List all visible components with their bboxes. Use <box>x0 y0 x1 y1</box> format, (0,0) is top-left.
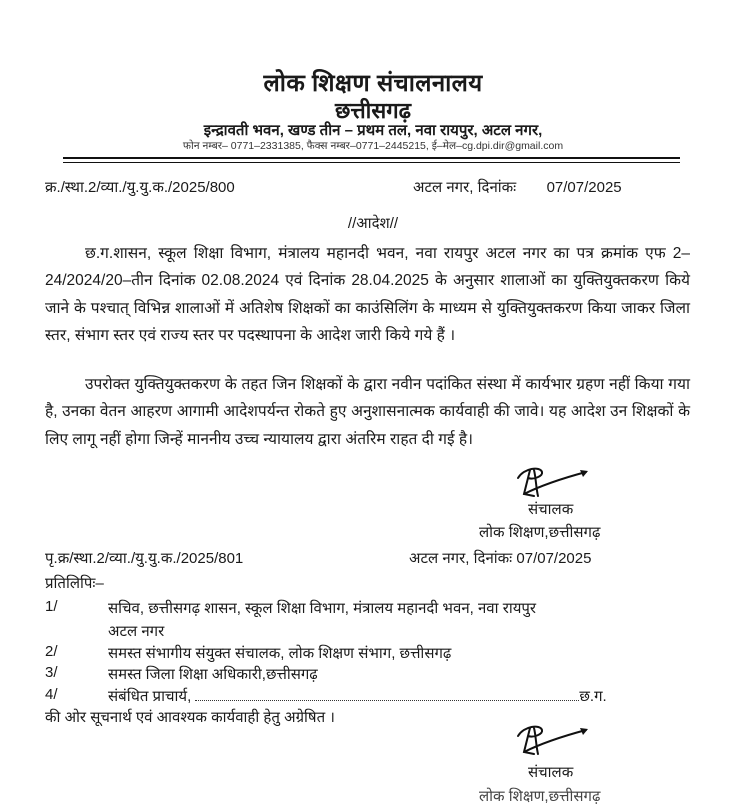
order-paragraph: छ.ग.शासन, स्कूल शिक्षा विभाग, मंत्रालय महानदी भवन, नवा रायपुर अटल नगर का पत्र क्रमांक एफ 2–24/2024/20–तीन दिनांक 02.08.2024 एवं दिनांक 28.04.2025 के अनुसार शालाओं का युक्तियुक्तकरण किये जाने के पश्चात् विभिन्न शालाओं में अतिशेष शिक्षकों का काउंसिलिंग के माध्यम से युक्तियुक्तकरण किया जाकर जिला स्तर, संभाग स्तर एवं राज्य स्तर पर पदस्थापना के आदेश जारी किये गये हैं । <box>45 245 690 344</box>
order-title: //आदेश// <box>347 215 399 232</box>
signatory-organization: लोक शिक्षण,छत्तीसगढ़ <box>479 524 601 541</box>
recipient-number: 2/ <box>45 643 58 660</box>
order-reference-number: क्र./स्था.2/व्या./यु.यु.क./2025/800 <box>45 179 235 196</box>
state-name: छत्तीसगढ़ <box>335 98 411 123</box>
endorsement-place-date <box>409 548 591 568</box>
contact-details: फोन नम्बर– 0771–2331385, फैक्स नम्बर–0771–2445215, ई–मेल–cg.dpi.dir@gmail.com <box>182 140 564 152</box>
signatory-designation: संचालक <box>528 501 574 518</box>
place-date-label: अटल नगर, दिनांकः <box>413 179 517 196</box>
recipient-text: समस्त संभागीय संयुक्त संचालक, लोक शिक्षण संभाग, छत्तीसगढ़ <box>108 645 452 662</box>
endorsement-reference-number: पृ.क्र/स्था.2/व्या./यु.यु.क./2025/801 <box>45 550 244 567</box>
copy-to-label: प्रतिलिपिः– <box>45 575 104 592</box>
recipient-text: समस्त जिला शिक्षा अधिकारी,छत्तीसगढ़ <box>108 666 318 683</box>
recipient-number: 3/ <box>45 664 58 681</box>
letterhead-divider <box>63 157 680 163</box>
place-date-label: अटल नगर, दिनांकः <box>409 550 513 567</box>
signature-icon <box>516 466 596 500</box>
signature-icon <box>516 724 596 758</box>
recipient-text-continuation: अटल नगर <box>108 623 165 640</box>
recipient-number: 4/ <box>45 686 58 703</box>
office-address: इन्द्रावती भवन, खण्ड तीन – प्रथम तल, नवा रायपुर, अटल नगर, <box>203 122 543 139</box>
endorsement-date: 07/07/2025 <box>516 550 592 567</box>
order-paragraph: उपरोक्त युक्तियुक्तकरण के तहत जिन शिक्षकों के द्वारा नवीन पदांकित संस्था में कार्यभार ग्रहण नहीं किया गया है, उनका वेतन आहरण आगामी आदेशपर्यन्त रोकते हुए अनुशासनात्मक कार्यवाही की जावे। यह आदेश उन शिक्षकों के लिए लागू नहीं होगा जिन्हें माननीय उच्च न्यायालय द्वारा अंतरिम राहत दी गई है। <box>45 376 690 448</box>
fill-in-blank-dotted-line <box>195 688 579 701</box>
office-name: लोक शिक्षण संचालनालय <box>263 70 483 97</box>
recipient-text: सचिव, छत्तीसगढ़ शासन, स्कूल शिक्षा विभाग, मंत्रालय महानदी भवन, नवा रायपुर <box>108 600 537 617</box>
forwarding-note: की ओर सूचनार्थ एवं आवश्यक कार्यवाही हेतु अग्रेषित । <box>45 709 335 726</box>
signatory-organization: लोक शिक्षण,छत्तीसगढ़ <box>479 788 601 805</box>
recipient-number: 1/ <box>45 598 58 615</box>
order-place-date <box>413 177 622 197</box>
order-date: 07/07/2025 <box>546 179 622 196</box>
signatory-designation: संचालक <box>528 764 574 781</box>
recipient-suffix: छ.ग. <box>579 688 607 705</box>
recipient-text-with-blank <box>108 686 607 706</box>
recipient-text: संबंधित प्राचार्य, <box>108 688 192 705</box>
